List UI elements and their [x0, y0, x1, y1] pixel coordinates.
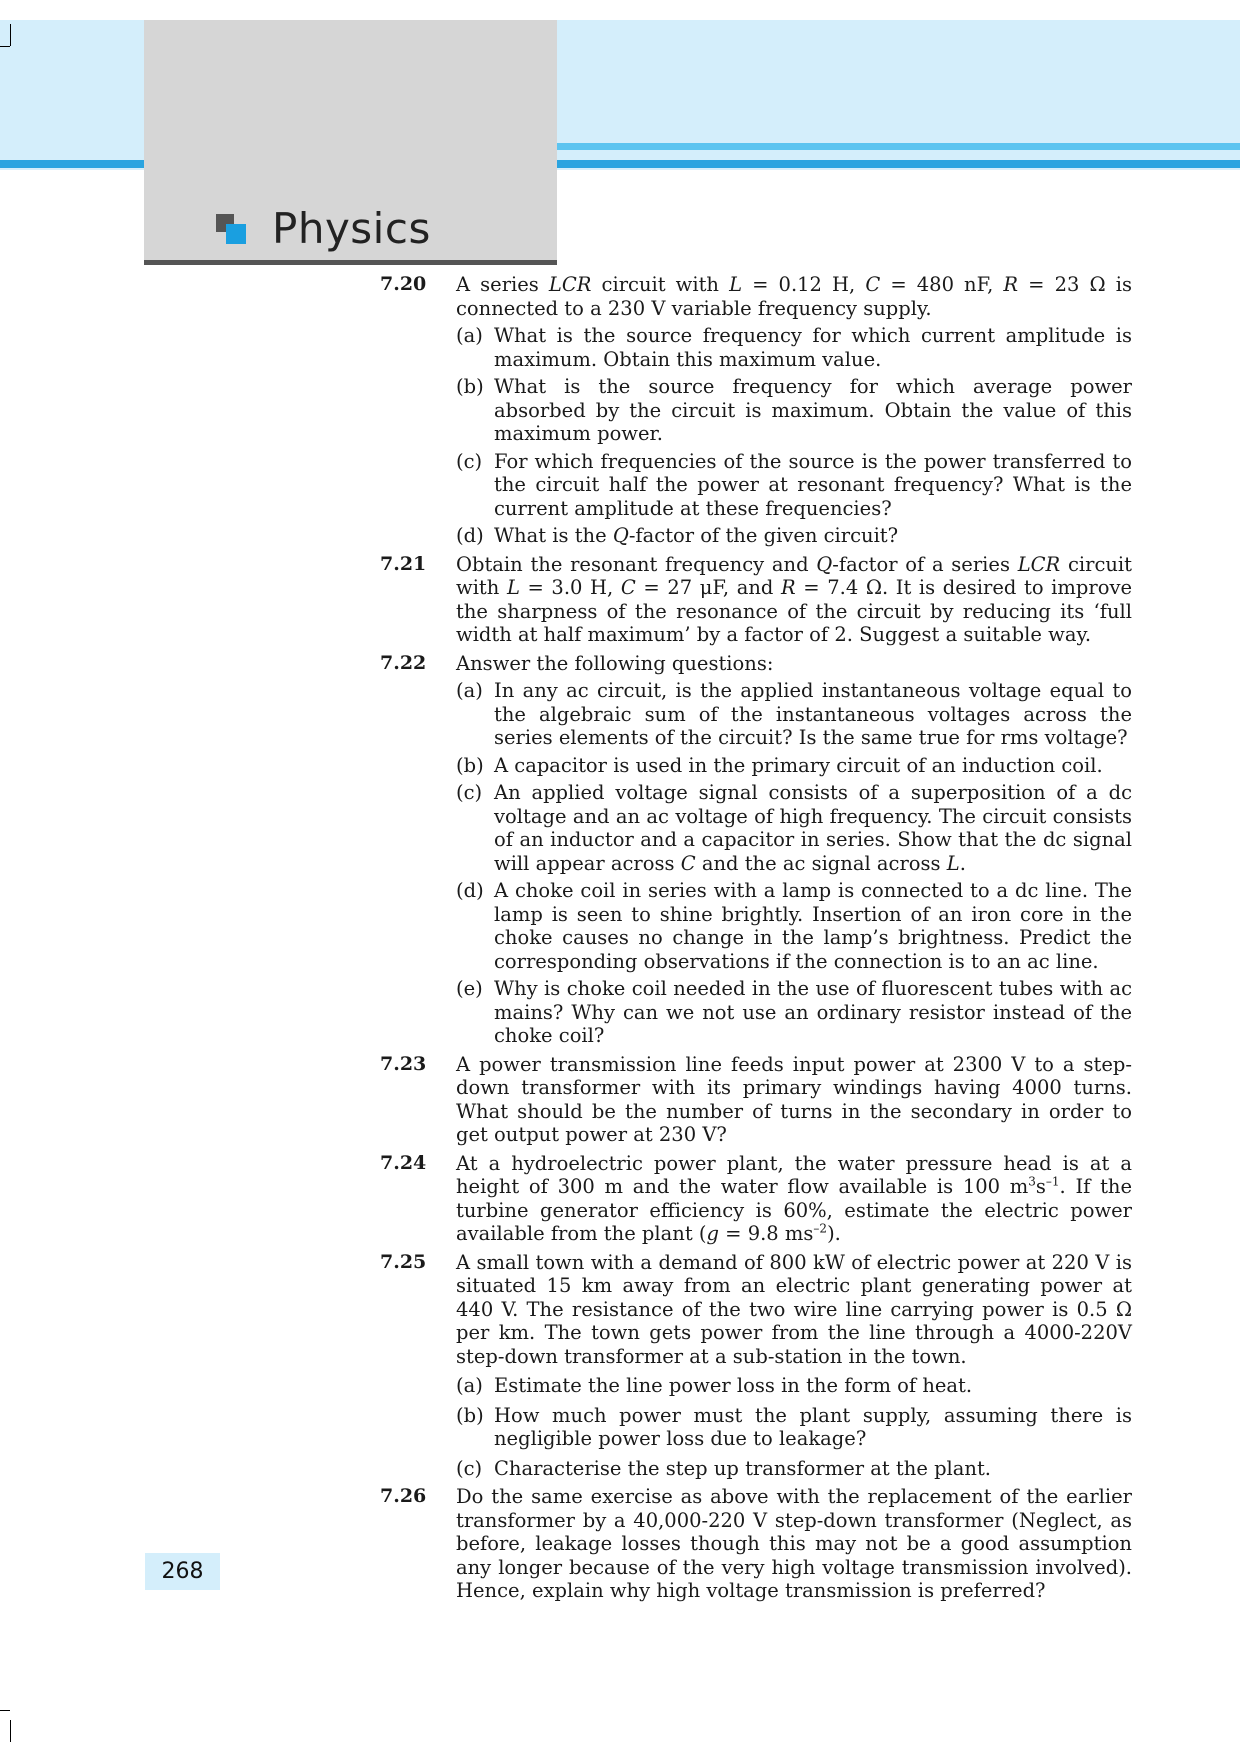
- question-stem: Answer the following questions:: [456, 651, 774, 675]
- crop-mark: [0, 46, 10, 47]
- question-part: (c) Characterise the step up transformer at the plant.: [456, 1456, 992, 1480]
- question-part: (b) What is the source frequency for which average power absorbed by the circuit is maximum. Obtain the value of this maximum power.: [456, 375, 1132, 445]
- question-part: (a) What is the source frequency for which current amplitude is maximum. Obtain this maximum value.: [456, 324, 1132, 371]
- question-part: (d) A choke coil in series with a lamp is connected to a dc line. The lamp is seen to shine brightly. Insertion of an iron core in the choke causes no change in the lamp’s brightness. Predict the corresponding observations if the connection is to an ac line.: [456, 879, 1132, 973]
- question-number: 7.24: [380, 1151, 427, 1174]
- question-part: (b) A capacitor is used in the primary circuit of an induction coil.: [456, 753, 1103, 777]
- header-stripe-thick: [557, 160, 1240, 168]
- question-stem: A small town with a demand of 800 kW of electric power at 220 V is situated 15 km away from an electric plant generating power at 440 V. The resistance of the two wire line carrying power is 0.5 Ω per km. The town gets power from the line through a 4000-220V step-down transformer at a sub-station in the town.: [456, 1250, 1132, 1368]
- question-number: 7.22: [380, 651, 427, 674]
- question-part: (a) Estimate the line power loss in the form of heat.: [456, 1374, 973, 1397]
- question-7-20: [380, 273, 1132, 548]
- header-stripe-thin: [557, 143, 1240, 150]
- question-part: (b) How much power must the plant supply, assuming there is negligible power loss due to leakage?: [456, 1403, 1132, 1450]
- question-number: 7.23: [380, 1052, 427, 1075]
- subject-title: Physics: [272, 204, 431, 253]
- question-7-25: [380, 1251, 1132, 1481]
- exercise-list: [380, 273, 1132, 1608]
- question-stem: Obtain the resonant frequency and Q-factor of a series LCR circuit with L = 3.0 H, C = 27 μF, and R = 7.4 Ω. It is desired to improve the sharpness of the resonance of the circuit by reducing its ‘full width at half maximum’ by a factor of 2. Suggest a suitable way.: [456, 552, 1133, 646]
- question-part: (c) For which frequencies of the source is the power transferred to the circuit half the power at resonant frequency? What is the current amplitude at these frequencies?: [456, 449, 1132, 520]
- question-part: (c) An applied voltage signal consists of a superposition of a dc voltage and an ac voltage of high frequency. The circuit consists of an inductor and a capacitor in series. Show that the dc signal will appear across C and the ac signal across L.: [456, 781, 1132, 875]
- question-stem: A power transmission line feeds input power at 2300 V to a step-down transformer with its primary windings having 4000 turns. What should be the number of turns in the secondary in order to get output power at 230 V?: [456, 1052, 1132, 1146]
- question-part: (d) What is the Q-factor of the given circuit?: [456, 524, 899, 547]
- question-part: (a) In any ac circuit, is the applied instantaneous voltage equal to the algebraic sum of the instantaneous voltages across the series elements of the circuit? Is the same true for rms voltage?: [456, 679, 1132, 749]
- crop-mark: [10, 1720, 11, 1742]
- question-number: 7.21: [380, 552, 427, 575]
- question-stem: A series LCR circuit with L = 0.12 H, C = 480 nF, R = 23 Ω is connected to a 230 V variable frequency supply.: [456, 273, 1132, 320]
- question-part: (e) Why is choke coil needed in the use of fluorescent tubes with ac mains? Why can we not use an ordinary resistor instead of the choke coil?: [456, 977, 1132, 1047]
- question-stem: Do the same exercise as above with the replacement of the earlier transformer by a 40,000-220 V step-down transformer (Neglect, as before, leakage losses though this may not be a good assumption any longer because of the very high voltage transmission involved). Hence, explain why high voltage transmission is preferred?: [456, 1485, 1132, 1602]
- header-stripe-left: [0, 160, 146, 168]
- question-number: 7.26: [380, 1485, 427, 1507]
- crop-mark: [10, 24, 11, 46]
- chapter-title-box: [144, 20, 557, 265]
- question-number: 7.20: [380, 273, 427, 295]
- question-7-23: [380, 1053, 1132, 1147]
- question-stem: At a hydroelectric power plant, the water pressure head is at a height of 300 m and the water flow available is 100 $m^3s^{-1}$. If the turbine generator efficiency is 60%, estimate the electric power available from the plant (g = 9.8 $ms^{-2}$).: [456, 1151, 1133, 1245]
- squares-logo-icon: [216, 214, 246, 244]
- question-7-21: [380, 553, 1132, 647]
- question-7-26: [380, 1485, 1132, 1603]
- page-number: 268: [145, 1553, 220, 1590]
- question-number: 7.25: [380, 1250, 427, 1273]
- question-7-24: [380, 1152, 1132, 1246]
- question-7-22: [380, 652, 1132, 1048]
- crop-mark: [0, 1710, 10, 1711]
